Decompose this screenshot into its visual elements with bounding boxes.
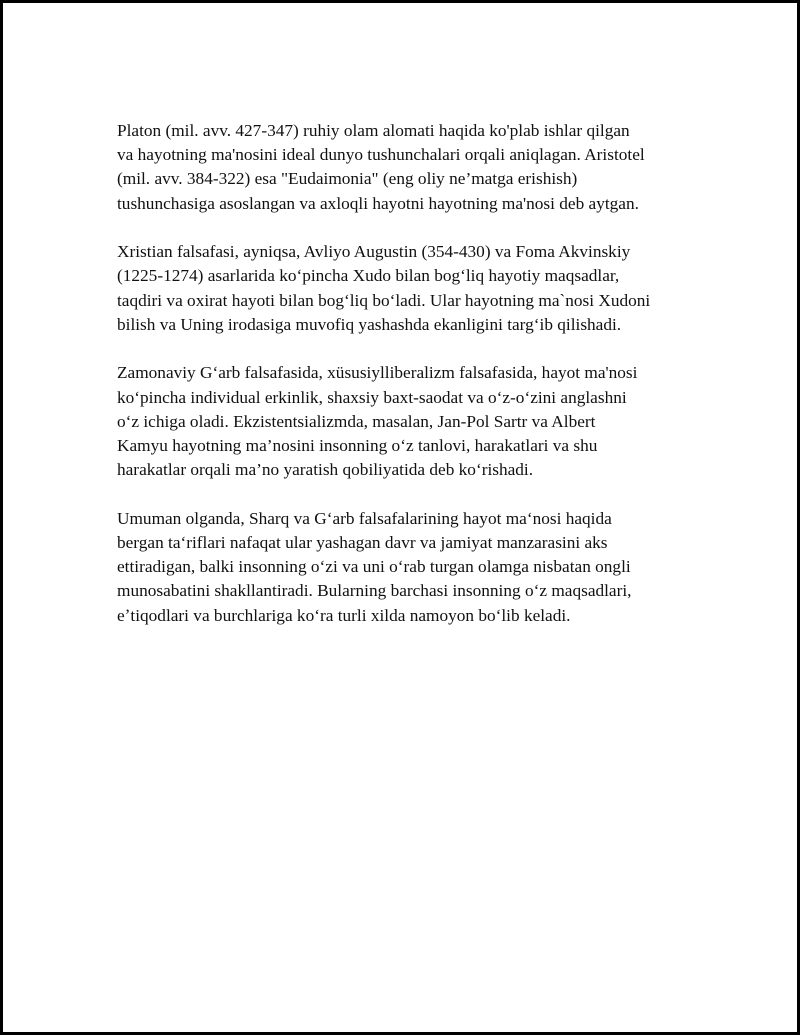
paragraph-zamonaviy-garb: Zamonaviy Gʻarb falsafasida, xüsusiylliberalizm falsafasida, hayot ma'nosi koʻpincha individual erkinlik, shaxsiy baxt-saodat va oʻz-oʻzini anglashni oʻz ichiga oladi. Ekzistentsializmda, masalan, Jan-Pol Sartr va Albert Kamyu hayotning ma’nosini insonning oʻz tanlovi, harakatlari va shu harakatlar orqali ma’no yaratish qobiliyatida deb koʻrishadi. xyxy=(117,363,638,480)
paragraph-umuman-olganda: Umuman olganda, Sharq va Gʻarb falsafalarining hayot maʻnosi haqida bergan taʻriflari nafaqat ular yashagan davr va jamiyat manzarasini aks ettiradigan, balki insonning oʻzi va uni oʻrab turgan olamga nisbatan ongli munosabatini shakllantiradi. Bularning barchasi insonning oʻz maqsadlari, eʼtiqodlari va burchlariga koʻra turli xilda namoyon boʻlib keladi. xyxy=(117,508,632,625)
paragraph-xristian-falsafasi: Xristian falsafasi, ayniqsa, Avliyo Augustin (354-430) va Foma Akvinskiy (1225-1274) asarlarida koʻpincha Xudo bilan bogʻliq hayotiy maqsadlar, taqdiri va oxirat hayoti bilan bogʻliq boʻladi. Ular hayotning ma`nosi Xudoni bilish va Uning irodasiga muvofiq yashashda ekanligini targʻib qilishadi. xyxy=(117,242,651,334)
document-body xyxy=(117,119,692,652)
paragraph-platon-aristotel: Platon (mil. avv. 427-347) ruhiy olam alomati haqida ko'plab ishlar qilgan va hayotning ma'nosini ideal dunyo tushunchalari orqali aniqlagan. Aristotel (mil. avv. 384-322) esa "Eudaimonia" (eng oliy ne’matga erishish) tushunchasiga asoslangan va axloqli hayotni hayotning ma'nosi deb aytgan. xyxy=(117,121,645,213)
